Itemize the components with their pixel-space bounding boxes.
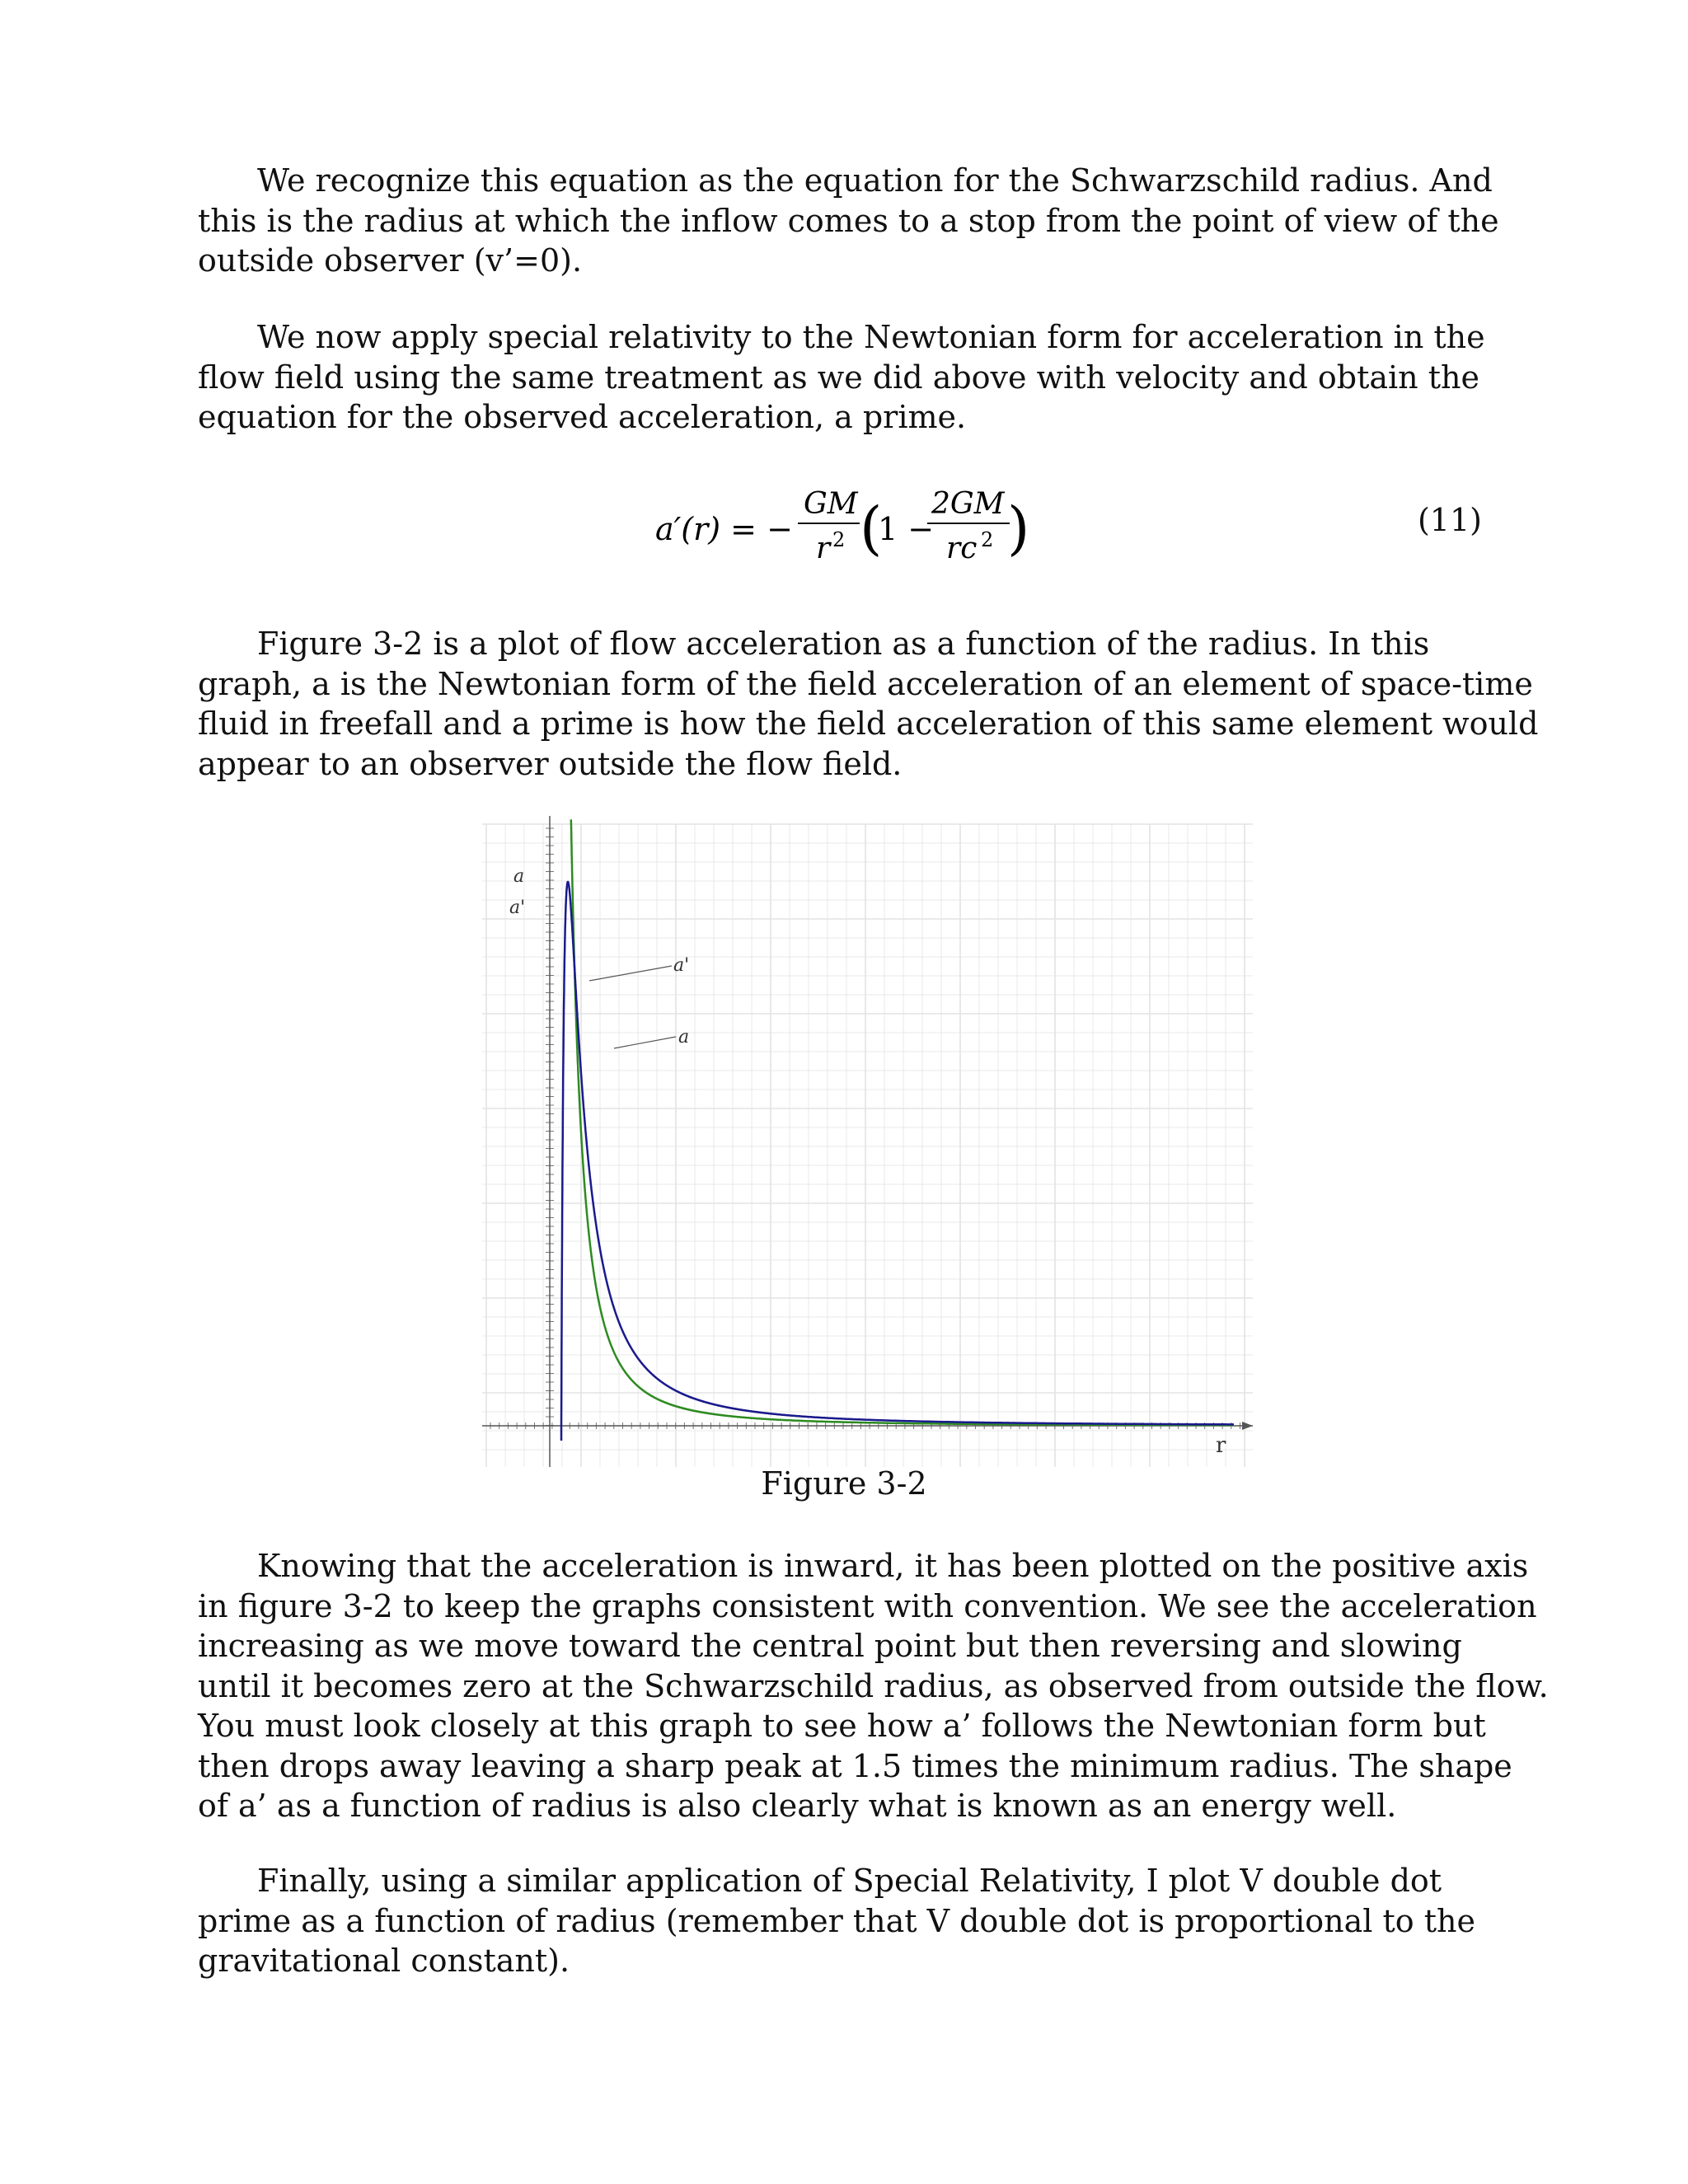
text-line: Finally, using a similar application of Special Relativity, I plot V double dot (257, 1863, 1442, 1899)
equation-frac2-den-exp: 2 (981, 528, 994, 551)
equation-frac2-den: rc (946, 532, 978, 565)
text-line: in figure 3-2 to keep the graphs consistent with convention. We see the acceleration (198, 1587, 1537, 1624)
paren-open: ( (860, 494, 883, 562)
paragraph-figure-intro (198, 624, 1539, 784)
paren-close: ) (1007, 494, 1030, 562)
text-line: of a’ as a function of radius is also clearly what is known as an energy well. (198, 1788, 1397, 1824)
text-line: then drops away leaving a sharp peak at 1.5 times the minimum radius. The shape (198, 1747, 1512, 1784)
label-leader-a (614, 1037, 676, 1048)
equation-frac2-num: 2GM (931, 487, 1005, 521)
curve-label-a-prime: a' (673, 955, 690, 976)
equation-lhs: a′(r) = − (655, 511, 793, 547)
paragraph-v-double-dot (198, 1861, 1492, 1981)
equation-frac1-den-exp: 2 (832, 528, 846, 551)
series-a-line (571, 819, 1234, 1425)
text-line: Figure 3-2 is a plot of flow acceleration as a function of the radius. In this (257, 626, 1430, 662)
text-line: gravitational constant). (198, 1943, 570, 1979)
equation-frac1-num: GM (804, 487, 858, 521)
text-line: flow field using the same treatment as we did above with velocity and obtain the (198, 359, 1479, 396)
paragraph-schwarzschild (198, 161, 1499, 281)
figure-3-2-plot (482, 816, 1257, 1467)
figure-caption: Figure 3-2 (761, 1465, 927, 1502)
text-line: outside observer (v’=0). (198, 242, 583, 279)
text-line: equation for the observed acceleration, a prime. (198, 399, 967, 435)
text-line: Knowing that the acceleration is inward, it has been plotted on the positive axis (257, 1548, 1529, 1584)
text-line: You must look closely at this graph to see how a’ follows the Newtonian form but (198, 1708, 1486, 1744)
text-line: increasing as we move toward the central point but then reversing and slowing (198, 1628, 1462, 1664)
y-axis-label-a-prime: a' (509, 898, 526, 918)
plot-grid (482, 824, 1253, 1467)
text-line: until it becomes zero at the Schwarzschild radius, as observed from outside the flow. (198, 1667, 1549, 1704)
equation-one-minus: 1 − (878, 511, 935, 547)
paragraph-special-relativity (198, 317, 1492, 438)
equation-number: (11) (1417, 502, 1482, 538)
text-line: appear to an observer outside the flow field. (198, 745, 903, 782)
x-axis-label-r: r (1216, 1433, 1226, 1458)
series-a-prime-line (561, 882, 1234, 1441)
text-line: fluid in freefall and a prime is how the field acceleration of this same element would (198, 705, 1539, 742)
label-leader-a-prime (589, 966, 672, 981)
curve-label-a: a (678, 1027, 690, 1047)
text-line: this is the radius at which the inflow comes to a stop from the point of view of the (198, 202, 1499, 239)
text-line: We now apply special relativity to the Newtonian form for acceleration in the (257, 319, 1485, 355)
text-line: prime as a function of radius (remember that V double dot is proportional to the (198, 1902, 1475, 1939)
y-axis-label-a: a (513, 866, 525, 887)
equation-11 (0, 482, 1688, 573)
text-line: We recognize this equation as the equation for the Schwarzschild radius. And (257, 162, 1493, 199)
text-line: graph, a is the Newtonian form of the field acceleration of an element of space-time (198, 665, 1533, 702)
x-axis-arrow (1242, 1422, 1253, 1430)
paragraph-inward-acceleration (198, 1546, 1549, 1826)
equation-frac1-den: r (816, 532, 831, 565)
